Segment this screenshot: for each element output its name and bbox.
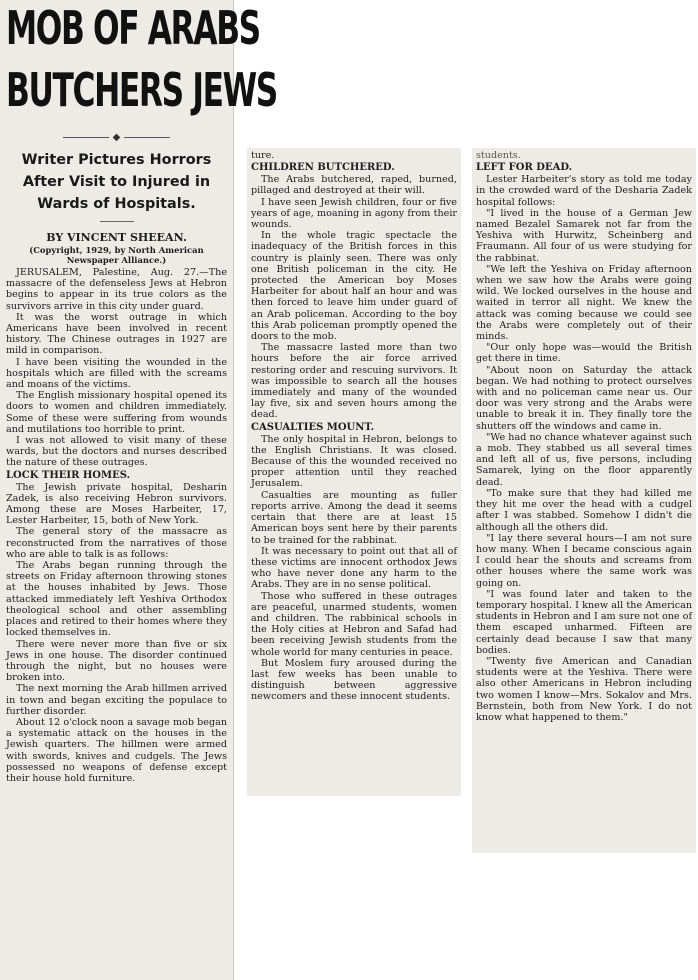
- headline-divider: ◆: [6, 132, 227, 143]
- byline: BY VINCENT SHEEAN.: [46, 231, 187, 244]
- paragraph: The general story of the massacre as reconstructed from the narratives of those who are able to talk is as follows:: [6, 526, 227, 560]
- paragraph: There were never more than five or six Jews in one house. The disorder continued through the night, but no houses were broken into.: [6, 638, 227, 684]
- paragraph: I have been visiting the wounded in the hospitals which are filled with the screams and moans of the victims.: [6, 356, 227, 391]
- deck-divider: [100, 221, 134, 222]
- continued-fragment: students.: [476, 150, 521, 161]
- paragraph: In the whole tragic spectacle the inadequacy of the British forces in this country is plainly seen. There was only one British policeman in the city. He protected the American boy Moses Harbeiter for about half an hour and was then forced to leave him under guard of an Arab policeman. According to the boy this Arab policeman promptly opened the doors to the mob.: [251, 230, 457, 343]
- paragraph: The next morning the Arab hillmen arrived in town and began exciting the populace to further disorder.: [6, 683, 227, 717]
- paragraph: The only hospital in Hebron, belongs to the English Christians. It was closed. Because of this the wounded received no proper attention until they reached Jerusalem.: [251, 433, 457, 490]
- column-2: [247, 148, 461, 796]
- deck-headline: Writer Pictures Horrors After Visit to Injured in Wards of Hospitals.: [21, 152, 212, 212]
- paragraph: It was necessary to point out that all of these victims are innocent orthodox Jews who have never done any harm to the Arabs. They are in no sense political.: [251, 545, 457, 591]
- copyright-line: (Copyright, 1929, by North American Newspaper Alliance.): [29, 245, 204, 265]
- paragraph: "I was found later and taken to the temporary hospital. I knew all the American students in Hebron and I am sure not one of them escaped unharmed. Fifteen are certainly dead because I saw that many bodies.: [476, 588, 692, 656]
- paragraph: But Moslem fury aroused during the last few weeks has been unable to distinguish between aggressive newcomers and these innocent students.: [251, 657, 457, 703]
- paragraph: "About noon on Saturday the attack began. We had nothing to protect ourselves with and no policeman came near us. Our door was very strong and the Arabs were unable to break it in. They finally tore the shutters off the windows and came in.: [476, 364, 692, 432]
- paragraph: About 12 o'clock noon a savage mob began a systematic attack on the houses in the Jewish quarters. The hillmen were armed with swords, knives and cudgels. The Jews possessed no weapons of defense except their house hold furniture.: [6, 716, 227, 784]
- subhead-left-for-dead: LEFT FOR DEAD.: [476, 162, 573, 174]
- column-1: [0, 0, 277, 980]
- column-3: [472, 148, 696, 853]
- paragraph: JERUSALEM, Palestine, Aug. 27.—The massacre of the defenseless Jews at Hebron begins to appear in its true colors as the survivors arrive in this city under guard.: [6, 267, 227, 312]
- paragraph: "We left the Yeshiva on Friday afternoon when we saw how the Arabs were going wild. We locked ourselves in the house and waited in terror all night. We knew the attack was coming because we could see the Arabs were completely out of their minds.: [476, 263, 692, 343]
- paragraph: It was the worst outrage in which Americans have been involved in recent history. The Chinese outrages in 1927 are mild in comparison.: [6, 311, 227, 357]
- headline-line-1: MOB OF ARABS: [6, 1, 260, 55]
- paragraph: The English missionary hospital opened its doors to women and children immediately. Some of these were suffering from wounds and mutilations too horrible to print.: [6, 390, 227, 435]
- paragraph: Casualties are mounting as fuller reports arrive. Among the dead it seems certain that there are at least 15 American boys sent here by their parents to be trained for the rabbinat.: [251, 489, 457, 546]
- headline: [6, 1, 277, 130]
- paragraph: The Arabs began running through the streets on Friday afternoon throwing stones at the houses inhabited by Jews. Those attacked immediately left Yeshiva Orthodox theological school and other assembling places and retired to their homes where they locked themselves in.: [6, 560, 227, 639]
- headline-line-2: BUTCHERS JEWS: [6, 63, 277, 117]
- subhead-casualties-mount: CASUALTIES MOUNT.: [251, 421, 375, 433]
- paragraph: "Our only hope was—would the British get there in time.: [476, 342, 692, 365]
- paragraph: Those who suffered in these outrages are peaceful, unarmed students, women and children. The rabbinical schools in the Holy cities at Hebron and Safad had been receiving Jewish students from the whole world for many centuries in peace.: [251, 590, 457, 658]
- paragraph: The Arabs butchered, raped, burned, pillaged and destroyed at their will.: [251, 174, 457, 197]
- paragraph: "We had no chance whatever against such a mob. They stabbed us all several times and left all of us, five persons, including Samarek, lying on the floor apparently dead.: [476, 431, 692, 488]
- paragraph: Lester Harbeiter's story as told me today in the crowded ward of the Desharia Zadek hospital follows:: [476, 174, 692, 208]
- subhead-lock-their-homes: LOCK THEIR HOMES.: [6, 469, 131, 481]
- paragraph: "Twenty five American and Canadian students were at the Yeshiva. There were also other Americans in Hebron including two women I know—Mrs. Sokalov and Mrs. Bernstein, both from New York. I do not know what happened to them.": [476, 655, 692, 723]
- subhead-children-butchered: CHILDREN BUTCHERED.: [251, 162, 395, 174]
- paragraph: "I lay there several hours—I am not sure how many. When I became conscious again I could hear the shouts and screams from other houses where the same work was going on.: [476, 532, 692, 589]
- paragraph: I have seen Jewish children, four or five years of age, moaning in agony from their wounds.: [251, 196, 457, 231]
- paragraph: "To make sure that they had killed me they hit me over the head with a cudgel after I was stabbed. Somehow I didn't die although all the others did.: [476, 487, 692, 533]
- paragraph: I was not allowed to visit many of these wards, but the doctors and nurses described the nature of these outrages.: [6, 435, 227, 469]
- continued-fragment: ture.: [251, 150, 275, 161]
- paragraph: The massacre lasted more than two hours before the air force arrived restoring order and rescuing survivors. It was impossible to search all the houses immediately and many of the wounded lay five, six and seven hours among the dead.: [251, 342, 457, 421]
- paragraph: The Jewish private hospital, Desharin Zadek, is also receiving Hebron survivors. Among these are Moses Harbeiter, 17, Lester Harbeiter, 15, both of New York.: [6, 481, 227, 527]
- paragraph: "I lived in the house of a German Jew named Bezalel Samarek not far from the Yeshiva with Hurwitz, Scheinberg and Fraumann. All four of us were studying for the rabbinat.: [476, 207, 692, 264]
